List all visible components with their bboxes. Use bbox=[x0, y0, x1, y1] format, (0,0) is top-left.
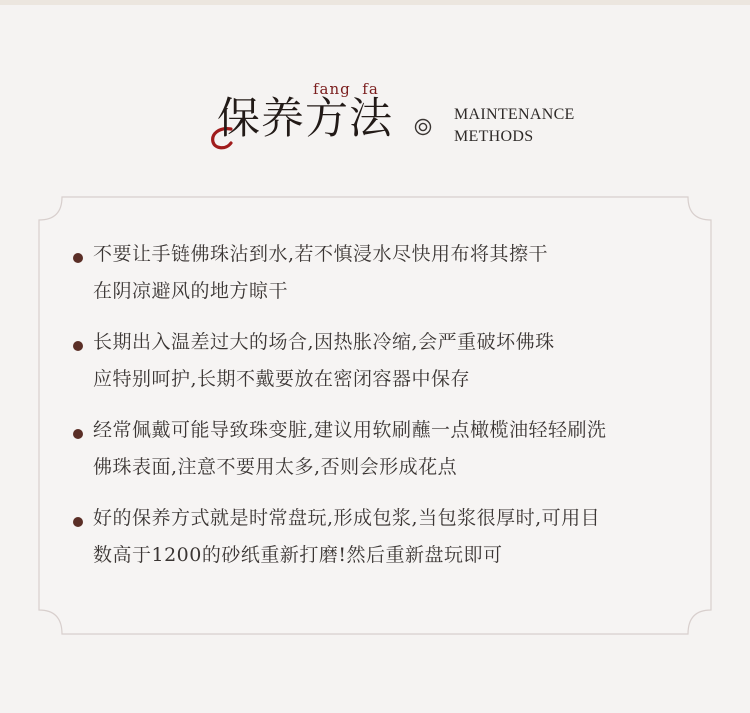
pinyin-label: fang fa bbox=[313, 80, 379, 98]
bullet-dot bbox=[73, 429, 83, 439]
item-text-line1: 长期出入温差过大的场合,因热胀冷缩,会严重破坏佛珠 bbox=[93, 331, 555, 353]
english-title-line2: METHODS bbox=[454, 128, 534, 145]
item-text-line1: 好的保养方式就是时常盘玩,形成包浆,当包浆很厚时,可用目 bbox=[93, 507, 601, 529]
item-text-line2: 在阴凉避风的地方晾干 bbox=[93, 280, 289, 302]
item-text-line2: 佛珠表面,注意不要用太多,否则会形成花点 bbox=[93, 456, 458, 478]
item-text-line2: 应特别呵护,长期不戴要放在密闭容器中保存 bbox=[93, 368, 471, 390]
bullet-dot bbox=[73, 517, 83, 527]
section-title: 保养方法 bbox=[217, 94, 393, 144]
item-text-line1: 经常佩戴可能导致珠变脏,建议用软刷蘸一点橄榄油轻轻刷洗 bbox=[93, 419, 607, 441]
english-title-line1: MAINTENANCE bbox=[454, 106, 575, 123]
item-text-line1: 不要让手链佛珠沾到水,若不慎浸水尽快用布将其擦干 bbox=[93, 243, 549, 265]
maintenance-list bbox=[72, 236, 712, 588]
item-text-line2: 数高于1200的砂纸重新打磨!然后重新盘玩即可 bbox=[93, 544, 503, 566]
bullet-dot bbox=[73, 341, 83, 351]
list-item bbox=[72, 236, 712, 310]
bullet-dot bbox=[73, 253, 83, 263]
list-item bbox=[72, 500, 712, 574]
list-item bbox=[72, 324, 712, 398]
list-item bbox=[72, 412, 712, 486]
